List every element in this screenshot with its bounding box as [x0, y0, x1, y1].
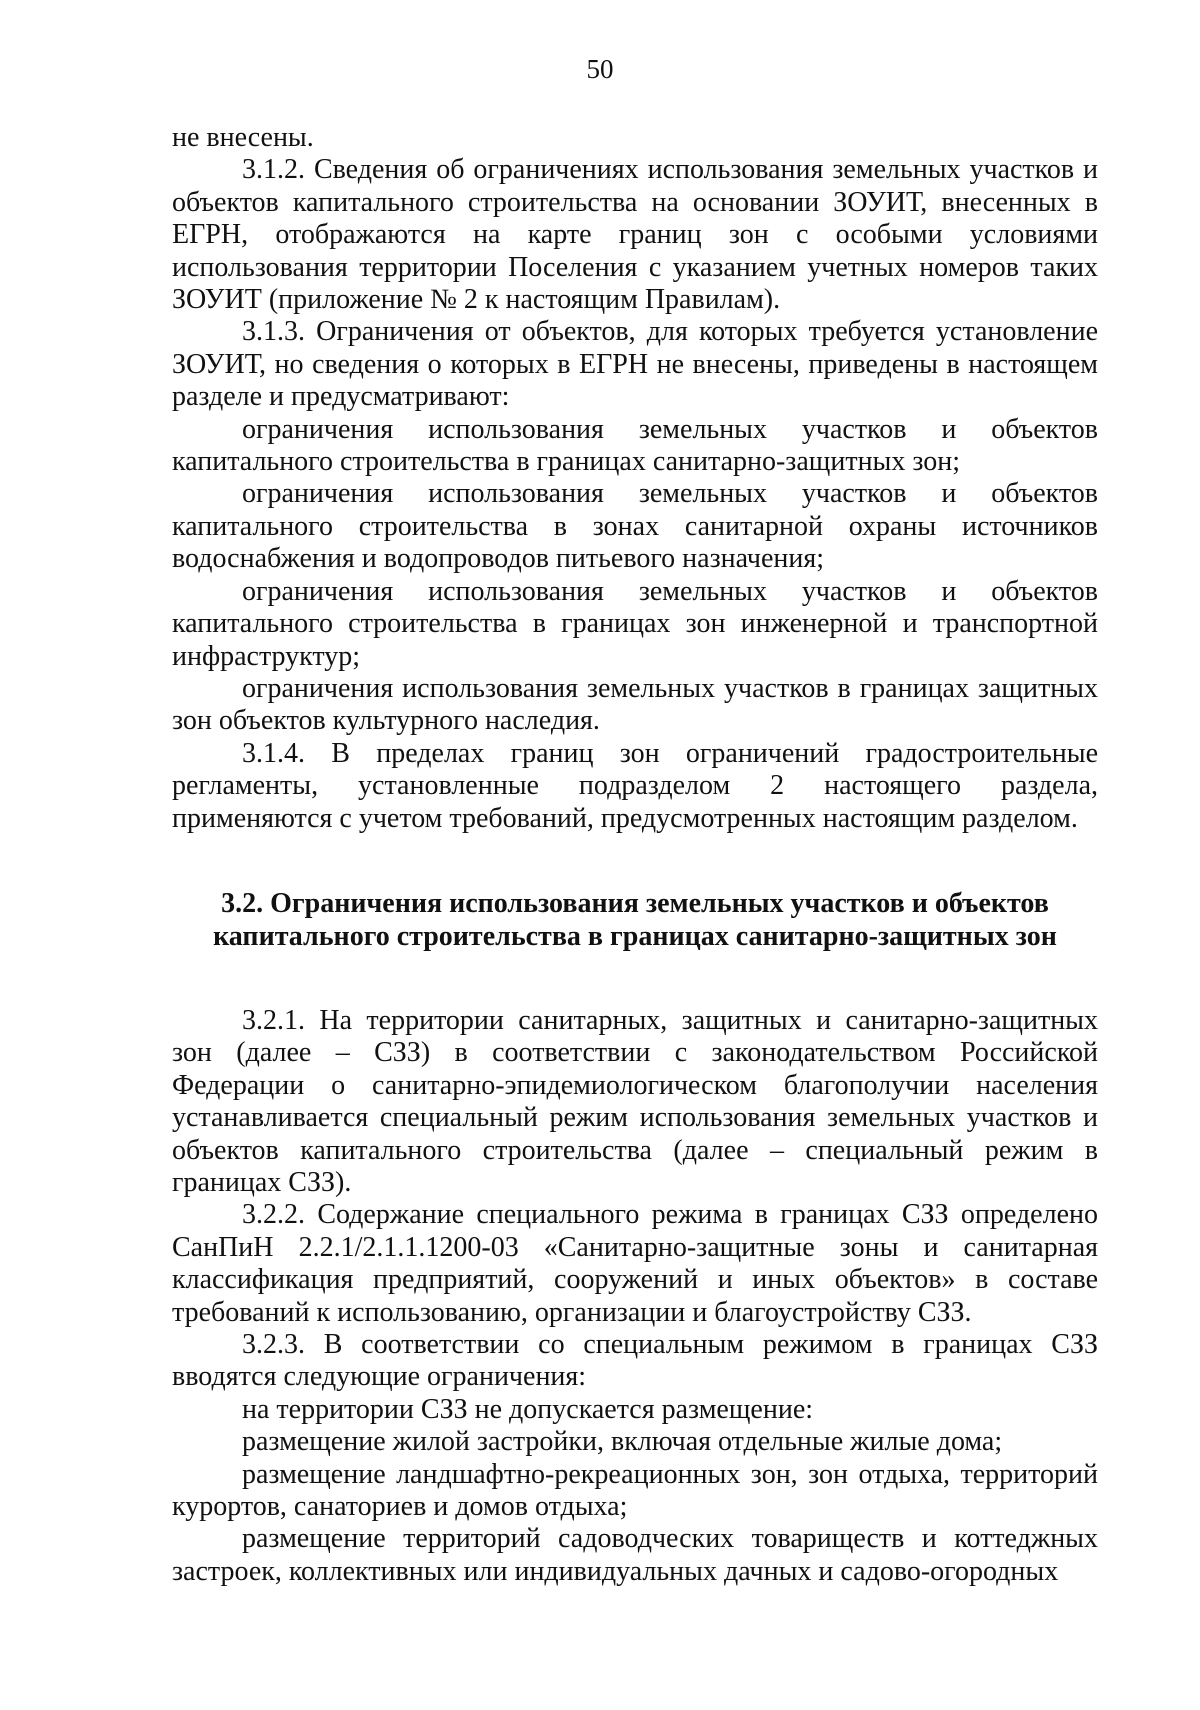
- paragraph-3-1-2: 3.1.2. Сведения об ограничениях использования земельных участков и объектов капитального строительства на основании ЗОУИТ, внесенных в ЕГРН, отображаются на карте границ зон с особыми условиями использования территории Поселения с указанием учетных номеров таких ЗОУИТ (приложение № 2 к настоящим Правилам).: [172, 154, 1098, 316]
- paragraph-3-2-2: 3.2.2. Содержание специального режима в границах СЗЗ определено СанПиН 2.2.1/2.1.1.1200-03 «Санитарно-защитные зоны и санитарная классификация предприятий, сооружений и иных объектов» в составе требований к использованию, организации и благоустройству СЗЗ.: [172, 1199, 1098, 1328]
- paragraph-3-1-4: 3.1.4. В пределах границ зон ограничений градостроительные регламенты, установленные подразделом 2 настоящего раздела, применяются с учетом требований, предусмотренных настоящим разделом.: [172, 737, 1098, 834]
- list-item-restriction-szz: ограничения использования земельных участков и объектов капитального строительства в границах санитарно-защитных зон;: [172, 413, 1098, 478]
- section-heading-3-2: [172, 887, 1098, 953]
- paragraph-continuation: не внесены.: [172, 122, 314, 153]
- section-heading-line-2: капитального строительства в границах санитарно-защитных зон: [213, 920, 1057, 952]
- document-body: [172, 122, 1098, 1588]
- restriction-item-recreation: размещение ландшафтно-рекреационных зон, зон отдыха, территорий курортов, санаториев и домов отдыха;: [172, 1458, 1098, 1523]
- restriction-intro: на территории СЗЗ не допускается размещение:: [242, 1393, 814, 1425]
- paragraph-3-1-3: 3.1.3. Ограничения от объектов, для которых требуется установление ЗОУИТ, но сведения о которых в ЕГРН не внесены, приведены в настоящем разделе и предусматривают:: [172, 316, 1098, 413]
- section-heading-line-1: 3.2. Ограничения использования земельных участков и объектов: [221, 887, 1049, 919]
- list-item-restriction-heritage: ограничения использования земельных участков в границах защитных зон объектов культурного наследия.: [172, 672, 1098, 737]
- paragraph-3-2-3: 3.2.3. В соответствии со специальным режимом в границах СЗЗ вводятся следующие ограничения:: [172, 1329, 1098, 1393]
- list-item-restriction-infrastructure: ограничения использования земельных участков и объектов капитального строительства в границах зон инженерной и транспортной инфраструктур;: [172, 575, 1098, 672]
- list-item-restriction-water: ограничения использования земельных участков и объектов капитального строительства в зонах санитарной охраны источников водоснабжения и водопроводов питьевого назначения;: [172, 478, 1098, 575]
- page-number: 50: [586, 54, 614, 84]
- restriction-item-gardening: размещение территорий садоводческих товариществ и коттеджных застроек, коллективных или индивидуальных дачных и садово-огородных: [172, 1523, 1098, 1587]
- restriction-item-housing: размещение жилой застройки, включая отдельные жилые дома;: [242, 1426, 1003, 1458]
- paragraph-3-2-1: 3.2.1. На территории санитарных, защитных и санитарно-защитных зон (далее – СЗЗ) в соответствии с законодательством Российской Федерации о санитарно-эпидемиологическом благополучии населения устанавливается специальный режим использования земельных участков и объектов капитального строительства (далее – специальный режим в границах СЗЗ).: [172, 1004, 1098, 1198]
